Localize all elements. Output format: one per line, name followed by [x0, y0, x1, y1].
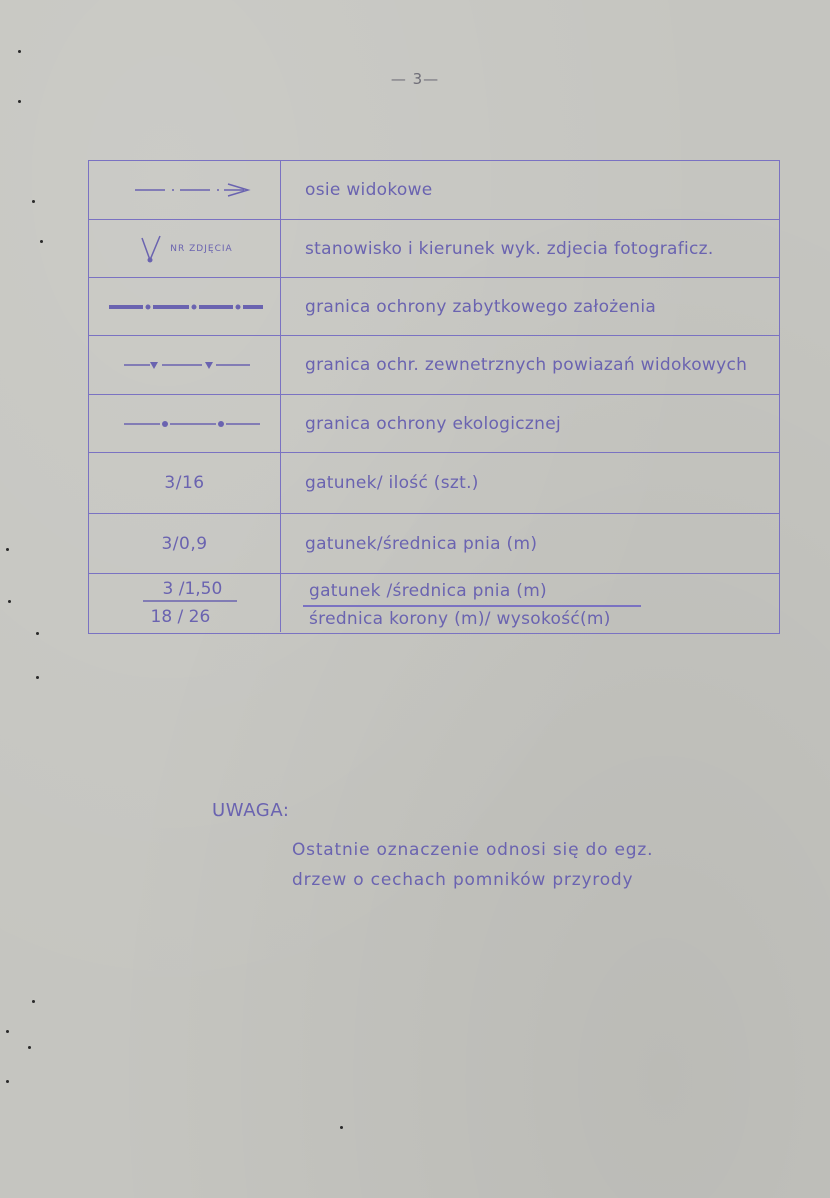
description-cell: stanowisko i kierunek wyk. zdjecia fotograficz. [305, 238, 714, 259]
symbol-cell [89, 574, 281, 632]
fraction-divider [303, 605, 641, 607]
legend-row-photo-position [89, 220, 779, 278]
dash-dot-arrow-icon [110, 180, 260, 200]
legend-row-view-axes [89, 161, 779, 220]
symbol-cell [89, 514, 281, 573]
margin-speck [32, 1000, 35, 1003]
note-line-2: drzew o cechach pomników przyrody [292, 870, 634, 890]
fraction-description [303, 575, 779, 631]
fraction-symbol [125, 575, 245, 631]
margin-speck [340, 1126, 343, 1129]
margin-speck [6, 548, 9, 551]
species-diameter-symbol: 3/0,9 [161, 533, 208, 554]
symbol-cell [89, 336, 281, 394]
legend-row-external-views-boundary [89, 336, 779, 395]
photo-direction-icon [136, 232, 166, 266]
legend-row-species-count [89, 453, 779, 514]
margin-speck [40, 240, 43, 243]
thick-dash-dot-icon [105, 300, 265, 314]
note-line-1: Ostatnie oznaczenie odnosi się do egz. [292, 840, 654, 860]
margin-speck [8, 600, 11, 603]
description-cell: osie widokowe [305, 180, 433, 200]
fraction-description-top: gatunek /średnica pnia (m) [309, 581, 547, 601]
margin-speck [32, 200, 35, 203]
description-cell: granica ochrony ekologicznej [305, 413, 562, 434]
line-dot-icon [110, 416, 260, 432]
description-cell [281, 574, 779, 632]
legend-row-ecological-boundary [89, 395, 779, 453]
margin-speck [36, 632, 39, 635]
margin-speck [18, 50, 21, 53]
photo-number-label: NR ZDJĘCIA [170, 243, 233, 254]
symbol-cell [89, 278, 281, 335]
margin-speck [36, 676, 39, 679]
legend-row-heritage-boundary [89, 278, 779, 336]
symbol-cell [89, 220, 281, 277]
line-triangle-icon [110, 357, 260, 373]
legend-table [88, 160, 780, 634]
margin-speck [6, 1030, 9, 1033]
fraction-bottom: 18 / 26 [150, 607, 211, 627]
note-title: UWAGA: [212, 800, 290, 821]
fraction-description-bottom: średnica korony (m)/ wysokość(m) [309, 609, 611, 629]
symbol-cell [89, 161, 281, 219]
note [212, 800, 290, 837]
description-cell: gatunek/średnica pnia (m) [305, 533, 538, 554]
symbol-cell [89, 395, 281, 452]
fraction-top: 3 /1,50 [162, 579, 223, 599]
legend-row-species-diameter [89, 514, 779, 574]
legend-row-monument-tree [89, 574, 779, 632]
species-count-symbol: 3/16 [164, 473, 205, 493]
margin-speck [18, 100, 21, 103]
description-cell: granica ochrony zabytkowego założenia [305, 296, 657, 317]
page-number: — 3— [390, 70, 440, 88]
description-cell: gatunek/ ilość (szt.) [305, 473, 479, 493]
margin-speck [6, 1080, 9, 1083]
margin-speck [28, 1046, 31, 1049]
symbol-cell [89, 453, 281, 513]
description-cell: granica ochr. zewnetrznych powiazań widokowych [305, 355, 748, 375]
